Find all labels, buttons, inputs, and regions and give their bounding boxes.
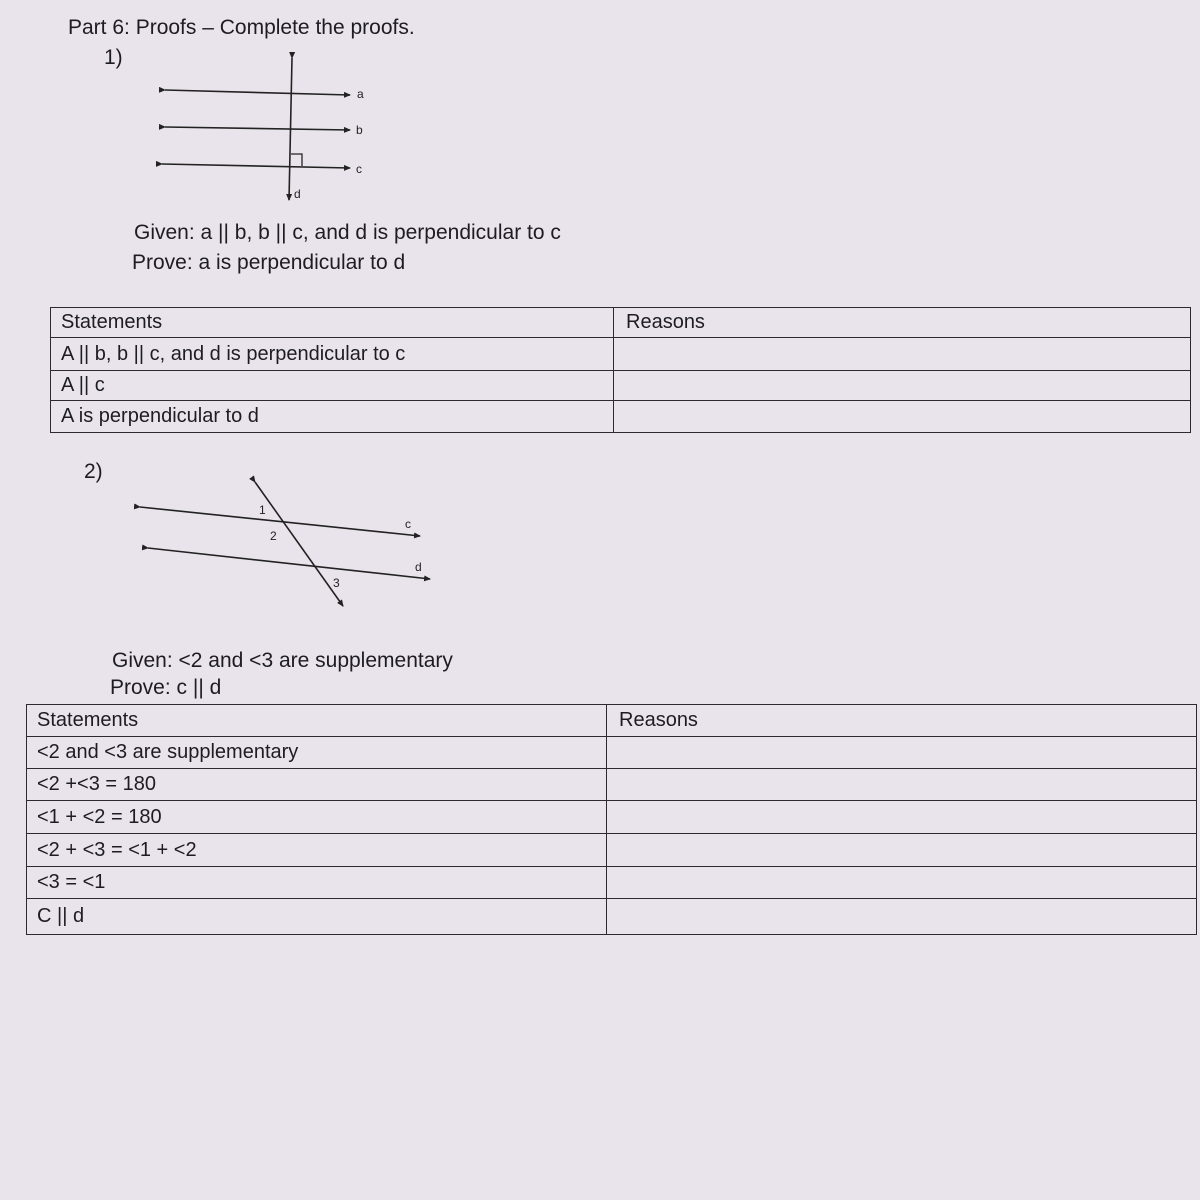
angle-3-label: 3 bbox=[333, 576, 340, 590]
problem-1-given: Given: a || b, b || c, and d is perpendicular to c bbox=[134, 221, 561, 244]
statement-cell: <3 = <1 bbox=[27, 867, 607, 899]
reason-cell[interactable] bbox=[607, 867, 1197, 899]
problem-1-prove: Prove: a is perpendicular to d bbox=[132, 251, 406, 274]
reason-cell[interactable] bbox=[607, 737, 1197, 769]
label-a: a bbox=[357, 87, 364, 101]
statements-header: Statements bbox=[27, 705, 607, 737]
reason-cell[interactable] bbox=[607, 769, 1197, 801]
page-heading: Part 6: Proofs – Complete the proofs. bbox=[68, 16, 415, 39]
problem-2-proof-table bbox=[26, 704, 1197, 935]
angle-2-label: 2 bbox=[270, 529, 277, 543]
statement-cell: A is perpendicular to d bbox=[51, 401, 614, 433]
statement-cell: <2 +<3 = 180 bbox=[27, 769, 607, 801]
reason-cell[interactable] bbox=[607, 899, 1197, 935]
reason-cell[interactable] bbox=[607, 801, 1197, 834]
problem-2-given: Given: <2 and <3 are supplementary bbox=[112, 649, 453, 672]
label-b: b bbox=[356, 123, 363, 137]
transversal bbox=[255, 482, 343, 606]
problem-2-prove: Prove: c || d bbox=[110, 676, 222, 699]
problem-1-number: 1) bbox=[104, 46, 123, 69]
label-c: c bbox=[356, 162, 362, 176]
label-d: d bbox=[294, 187, 301, 201]
label-c: c bbox=[405, 517, 411, 531]
line-d bbox=[148, 548, 430, 579]
statement-cell: <1 + <2 = 180 bbox=[27, 801, 607, 834]
angle-1-label: 1 bbox=[259, 503, 266, 517]
statement-cell: A || c bbox=[51, 371, 614, 401]
problem-2-number: 2) bbox=[84, 460, 103, 483]
statement-cell: A || b, b || c, and d is perpendicular to c bbox=[51, 338, 614, 371]
statements-header: Statements bbox=[51, 308, 614, 338]
statement-cell: <2 and <3 are supplementary bbox=[27, 737, 607, 769]
reasons-header: Reasons bbox=[614, 308, 1191, 338]
reason-cell[interactable] bbox=[607, 834, 1197, 867]
reasons-header: Reasons bbox=[607, 705, 1197, 737]
statement-cell: <2 + <3 = <1 + <2 bbox=[27, 834, 607, 867]
line-c bbox=[140, 507, 420, 536]
statement-cell: C || d bbox=[27, 899, 607, 935]
label-d: d bbox=[415, 560, 422, 574]
